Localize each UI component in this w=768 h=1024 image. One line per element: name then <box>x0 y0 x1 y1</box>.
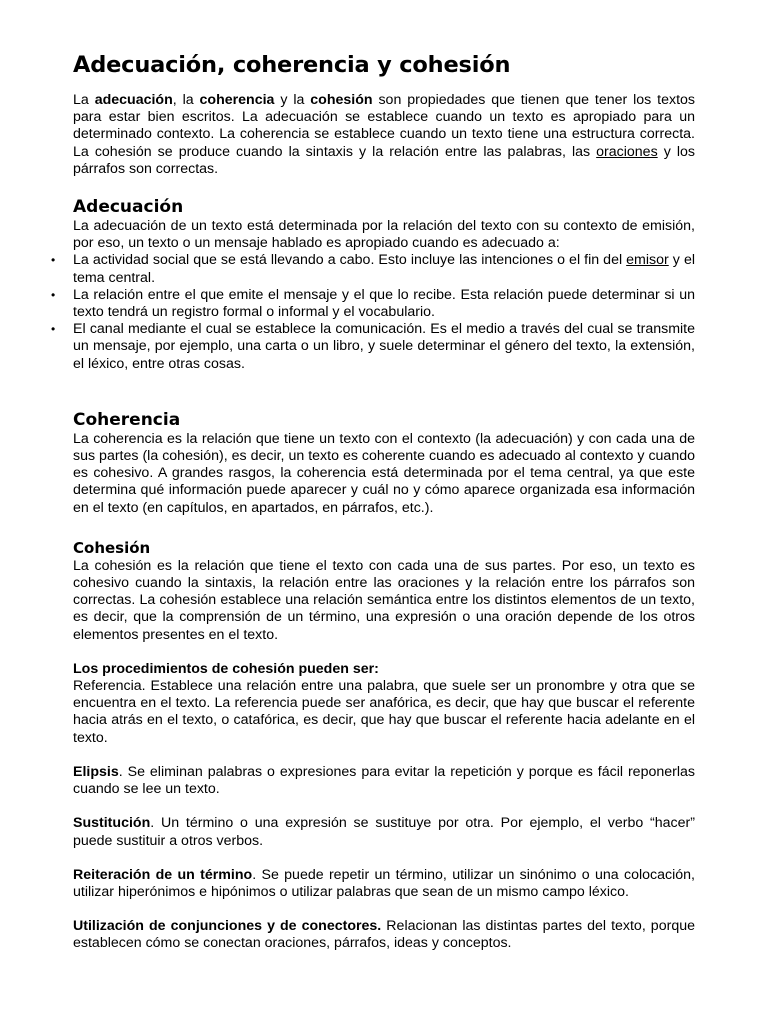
section-heading-adecuacion: Adecuación <box>73 197 184 218</box>
list-item-text: La actividad social que se está llevando a cabo. Esto incluye las intenciones o el fin del <box>73 252 627 269</box>
term-cohesion: cohesión <box>310 92 373 108</box>
sustitucion-term: Sustitución <box>73 815 151 832</box>
intro-paragraph <box>73 92 695 178</box>
term-coherencia: coherencia <box>199 92 275 108</box>
intro-text-2: , la <box>172 92 200 108</box>
reiteracion-text: . Se puede repetir un término, utilizar un sinónimo o una colocación, utilizar hiperónimos e hipónimos o utilizar palabras que sean de un mismo campo léxico. <box>73 866 695 900</box>
conjunciones-paragraph <box>73 918 695 952</box>
page-title: Adecuación, coherencia y cohesión <box>73 52 511 78</box>
elipsis-text: . Se eliminan palabras o expresiones para evitar la repetición y porque es fácil reponerlas cuando se lee un texto. <box>73 763 695 798</box>
conjunciones-term: Utilización de conjunciones y de conectores. <box>73 918 382 935</box>
list-item <box>51 286 695 321</box>
reiteracion-term: Reiteración de un término <box>73 866 253 883</box>
section-heading-cohesion: Cohesión <box>73 538 151 557</box>
list-item-text: La relación entre el que emite el mensaje y el que lo recibe. Esta relación puede determinar si un texto tendrá un registro formal o informal y el vocabulario. <box>73 286 695 321</box>
section-heading-coherencia: Coherencia <box>73 409 181 430</box>
coherencia-paragraph: La coherencia es la relación que tiene un texto con el contexto (la adecuación) y con cada una de sus partes (la cohesión), es decir, un texto es coherente cuando es adecuado al contexto y cuando es cohesivo. A grandes rasgos, la coherencia está determinada por el tema central, ya que este determina qué información puede aparecer y cuál no y cómo aparece organizada esa información en el texto (en capítulos, en apartados, en párrafos, etc.). <box>73 430 695 516</box>
referencia-paragraph: Referencia. Establece una relación entre una palabra, que suele ser un pronombre y otra que se encuentra en el texto. La referencia puede ser anafórica, es decir, que hay que buscar el referente hacia atrás en el texto, o catafórica, es decir, que hay que buscar el referente hacia adelante en el texto. <box>73 678 695 746</box>
intro-text-1: La <box>73 92 95 108</box>
conjunciones-text: Relacionan las distintas partes del texto, porque establecen cómo se conectan oraciones, párrafos, ideas y conceptos. <box>73 918 695 952</box>
bullet-icon: • <box>51 253 56 268</box>
adecuacion-list <box>51 252 695 372</box>
adecuacion-paragraph: La adecuación de un texto está determinada por la relación del texto con su contexto de emisión, por eso, un texto o un mensaje hablado es apropiado cuando es adecuado a: <box>73 218 695 252</box>
elipsis-paragraph <box>73 764 695 798</box>
list-item <box>51 321 695 373</box>
bullet-icon: • <box>51 322 56 337</box>
procedures-heading <box>73 661 695 678</box>
intro-text-3: y la <box>274 92 311 108</box>
sustitucion-paragraph <box>73 815 695 849</box>
list-item-text: y el tema central. <box>73 252 695 286</box>
list-item-text: El canal mediante el cual se establece la comunicación. Es el medio a través del cual se transmite un mensaje, por ejemplo, una carta o un libro, y suele determinar el género del texto, la extensión, el léxico, entre otras cosas. <box>73 321 695 372</box>
elipsis-term: Elipsis <box>73 763 119 780</box>
emisor-link[interactable]: emisor <box>626 252 669 269</box>
oraciones-link[interactable]: oraciones <box>596 143 658 160</box>
cohesion-paragraph: La cohesión es la relación que tiene el texto con cada una de sus partes. Por eso, un texto es cohesivo cuando la sintaxis, la relación entre las oraciones y la relación entre los párrafos son correctas. La cohesión establece una relación semántica entre los distintos elementos de un texto, es decir, que la comprensión de un término, una expresión o una oración depende de los otros elementos presentes en el texto. <box>73 557 695 643</box>
intro-text-4: son propiedades que tienen que tener los textos para estar bien escritos. La adecuación se establece cuando un texto es apropiado para un determinado contexto. La coherencia se establece cuando un texto tiene una estructura correcta. La cohesión se produce cuando la sintaxis y la relación entre las palabras, las <box>73 92 696 160</box>
list-item <box>51 252 695 286</box>
procedures-heading-text: Los procedimientos de cohesión pueden ser: <box>73 660 379 677</box>
bullet-icon: • <box>51 287 56 302</box>
intro-text-5: y los párrafos son correctas. <box>73 143 695 177</box>
reiteracion-paragraph <box>73 867 695 901</box>
term-adecuacion: adecuación <box>94 92 173 108</box>
sustitucion-text: . Un término o una expresión se sustituye por otra. Por ejemplo, el verbo “hacer” puede sustituir a otros verbos. <box>73 815 695 849</box>
